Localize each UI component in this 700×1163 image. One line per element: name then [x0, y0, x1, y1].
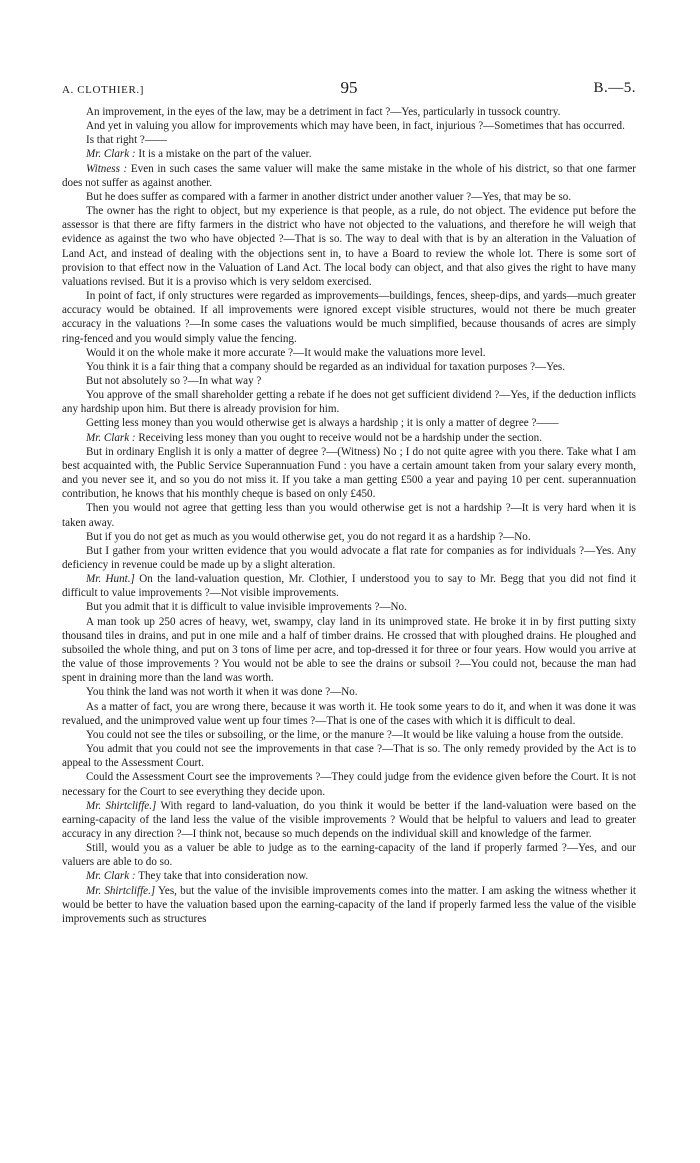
paragraph	[62, 615, 636, 686]
paragraph-text: You could not see the tiles or subsoiling, or the lime, or the manure ?—It would be like valuing a house from the outside.	[86, 728, 624, 741]
paragraph-text: They take that into consideration now.	[138, 870, 309, 883]
paragraph	[62, 685, 636, 699]
paragraph	[62, 289, 636, 346]
paragraph-text: But you admit that it is difficult to value invisible improvements ?—No.	[86, 601, 407, 614]
paragraph	[62, 544, 636, 572]
paragraph	[62, 416, 636, 430]
paragraph	[62, 105, 636, 119]
paragraph-text: And yet in valuing you allow for improvements which may have been, in fact, injurious ?—Sometimes that has occurred.	[86, 120, 625, 133]
evidence-text	[62, 105, 636, 926]
page-number: 95	[340, 78, 358, 97]
paragraph	[62, 190, 636, 204]
speaker-label: Witness :	[86, 162, 128, 175]
paragraph-text: It is a mistake on the part of the valuer.	[138, 148, 312, 161]
paragraph	[62, 770, 636, 798]
paragraph-text: You think the land was not worth it when it was done ?—No.	[86, 686, 358, 699]
paragraph-text: The owner has the right to object, but my experience is that people, as a rule, do not object. The evidence put before the assessor is that there are fifty farmers in the district who have not objected to the valuations, and therefore he will weigh that evidence as against the two who have objected ?—That is so. The way to deal with that is by an alteration in the Valuation of Land Act, and instead of dealing with the objections sent in, to have a Board to review the whole lot. There is some sort of provision to that effect now in the Valuation of Land Act. The local body can object, and that also gives the right to have many valuations revised. But it is a proviso which is very seldom exercised.	[62, 205, 636, 288]
paragraph	[62, 162, 636, 190]
paragraph	[62, 133, 636, 147]
paragraph-text: You approve of the small shareholder getting a rebate if he does not get sufficient dividend ?—Yes, if the deduction inflicts any hardship upon him. But there is already provision for him.	[62, 389, 636, 416]
paragraph-text: Yes, but the value of the invisible improvements comes into the matter. I am asking the witness whether it would be better to have the valuation based upon the earning-capacity of the land if properly farmed less the value of the visible improvements such as structures	[62, 884, 636, 925]
paragraph	[62, 742, 636, 770]
paragraph	[62, 374, 636, 388]
paragraph	[62, 884, 636, 926]
paragraph	[62, 600, 636, 614]
paragraph-text: You think it is a fair thing that a company should be regarded as an individual for taxation purposes ?—Yes.	[86, 360, 566, 373]
paragraph-text: On the land-valuation question, Mr. Clothier, I understood you to say to Mr. Begg that you did not find it difficult to value improvements ?—Not visible improvements.	[62, 573, 636, 600]
paragraph	[62, 360, 636, 374]
paragraph-text: As a matter of fact, you are wrong there, because it was worth it. He took some years to do it, and when it was done it was revalued, and the unimproved value went up four times ?—That is one of the cases with which it is difficult to deal.	[62, 700, 636, 727]
paragraph	[62, 346, 636, 360]
paragraph-text: Getting less money than you would otherwise get is always a hardship ; it is only a matter of degree ?——	[86, 417, 559, 430]
paragraph	[62, 119, 636, 133]
paragraph-text: Would it on the whole make it more accurate ?—It would make the valuations more level.	[86, 346, 486, 359]
paragraph	[62, 869, 636, 883]
paragraph	[62, 445, 636, 502]
paragraph-text: But in ordinary English it is only a matter of degree ?—(Witness) No ; I do not quite agree with you there. Take what I am best acquainted with, the Public Service Superannuation Fund : you have a certain amount taken from your salary every month, and you never see it, and so you do not miss it. If you take a man getting £500 a year and paying 10 per cent. superannuation contribution, he knows that his monthly cheque is based on only £450.	[62, 445, 636, 501]
paragraph-text: Is that right ?——	[86, 134, 168, 147]
paragraph	[62, 572, 636, 600]
paragraph-text: In point of fact, if only structures were regarded as improvements—buildings, fences, sheep-dips, and yards—much greater accuracy would be obtained. If all improvements were ignored except visible structures, would not there be much greater accuracy in the valuations ?—In some cases the valuations would be much simplified, because thousands of acres are simply ring-fenced and you would simply value the fencing.	[62, 290, 636, 345]
speaker-label: Mr. Shirtcliffe.]	[86, 884, 156, 897]
paragraph	[62, 431, 636, 445]
paragraph	[62, 501, 636, 529]
paragraph	[62, 204, 636, 289]
paragraph-text: But he does suffer as compared with a farmer in another district under another valuer ?—Yes, that may be so.	[86, 190, 572, 203]
paragraph	[62, 841, 636, 869]
paragraph-text: Still, would you as a valuer be able to judge as to the earning-capacity of the land if properly farmed ?—Yes, and our valuers are able to do so.	[62, 842, 636, 869]
paragraph-text: But I gather from your written evidence that you would advocate a flat rate for companies as for individuals ?—Yes. Any deficiency in revenue could be made up by a slight alteration.	[62, 544, 636, 571]
header-witness-name: A. CLOTHIER.]	[62, 84, 145, 96]
paragraph	[62, 530, 636, 544]
paragraph-text: Receiving less money than you ought to receive would not be a hardship under the section.	[138, 431, 542, 444]
paragraph-text: An improvement, in the eyes of the law, may be a detriment in fact ?—Yes, particularly in tussock country.	[86, 106, 561, 118]
paragraph	[62, 388, 636, 416]
paragraph-text: A man took up 250 acres of heavy, wet, swampy, clay land in its unimproved state. He broke it in by first putting sixty thousand tiles in drains, and put in one mile and a half of timber drains. He crossed that with ploughed drains. He ploughed and subsoiled the whole thing, and put on 3 tons of lime per acre, and top-dressed it for three or four years. How would you arrive at the value of those improvements ? You would not be able to see the drains or subsoil ?—You could not, because the man had spent in draining more than the land was worth.	[62, 615, 636, 685]
paragraph-text: Even in such cases the same valuer will make the same mistake in the whole of his district, so that one farmer does not suffer as against another.	[62, 162, 637, 189]
paragraph-text: Then you would not agree that getting less than you would otherwise get is not a hardship ?—It is very hard when it is taken away.	[62, 502, 636, 529]
paragraph-text: But if you do not get as much as you would otherwise get, you do not regard it as a hardship ?—No.	[86, 530, 531, 543]
paragraph	[62, 700, 636, 728]
paragraph	[62, 147, 636, 161]
paragraph	[62, 728, 636, 742]
speaker-label: Mr. Clark :	[86, 870, 136, 883]
paper-reference: B.—5.	[593, 80, 636, 96]
speaker-label: Mr. Shirtcliffe.]	[86, 799, 157, 812]
paragraph-text: But not absolutely so ?—In what way ?	[86, 374, 262, 387]
paragraph-text: With regard to land-valuation, do you think it would be better if the land-valuation were based on the earning-capacity of the land less the value of the visible improvements ? Would that be helpful to valuers and lead to greater accuracy in any direction ?—I think not, because so much depends on the individual skill and knowledge of the farmer.	[62, 799, 636, 840]
speaker-label: Mr. Hunt.]	[86, 573, 135, 586]
speaker-label: Mr. Clark :	[86, 148, 136, 161]
speaker-label: Mr. Clark :	[86, 431, 136, 444]
paragraph	[62, 799, 636, 841]
paragraph-text: You admit that you could not see the improvements in that case ?—That is so. The only remedy provided by the Act is to appeal to the Assessment Court.	[62, 743, 636, 770]
page-header	[62, 76, 636, 98]
paragraph-text: Could the Assessment Court see the improvements ?—They could judge from the evidence given before the Court. It is not necessary for the Court to see everything they decide upon.	[62, 771, 636, 798]
